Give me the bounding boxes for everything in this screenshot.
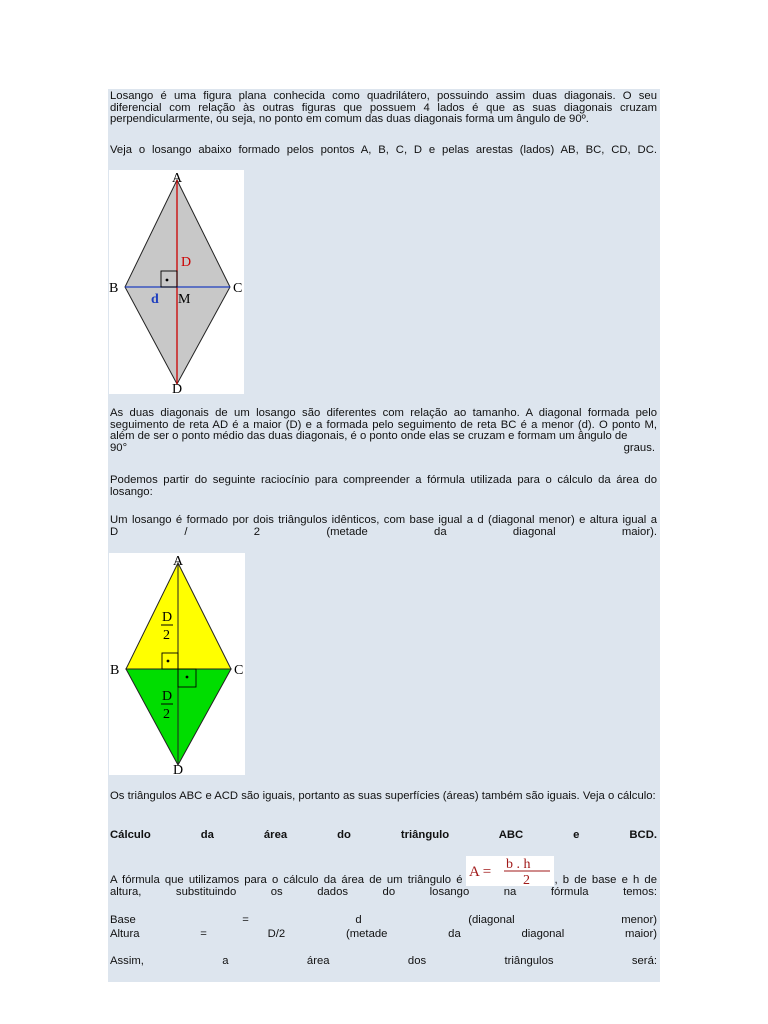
half-diagonal-numerator-top: D (162, 610, 173, 625)
half-diagonal-denominator-top: 2 (163, 628, 170, 643)
vertex-a-label: A (172, 171, 183, 186)
paragraph-diagonals: As duas diagonais de um losango são diferentes com relação ao tamanho. A diagonal formada pelo seguimento de reta AD é a maior (D) e a formada pelo seguimento de reta BC é a menor (d). O ponto M, além de ser o ponto médio das duas diagonais, é o ponto onde elas se cruzam e formam um ângulo de (110, 407, 657, 443)
vertex-d-label: D (173, 763, 184, 775)
vertex-a-label: A (173, 554, 184, 569)
graus-text: graus. (623, 442, 655, 454)
formula-numerator: b . h (506, 857, 531, 872)
paragraph-definition: Losango é uma figura plana conhecida como quadrilátero, possuindo assim duas diagonais. O seu diferencial com relação às outras figuras que possuem 4 lados é que as suas diagonais cruzam perpendicularmente, ou seja, no ponto em comum das duas diagonais forma um ângulo de 90º. (110, 90, 657, 126)
vertex-c-label: C (234, 663, 244, 678)
paragraph-substitution: altura, substituindo os dados do losango na fórmula temos: (110, 886, 657, 898)
base-definition-line: Base = d (diagonal menor) (110, 914, 657, 926)
half-diagonal-numerator-bottom: D (162, 689, 173, 704)
vertex-d-label: D (172, 382, 183, 394)
vertex-b-label: B (110, 663, 120, 678)
vertex-c-label: C (233, 281, 243, 296)
midpoint-m-label: M (178, 292, 191, 307)
rhombus-triangles-figure (109, 553, 245, 775)
major-diagonal-label: D (181, 255, 192, 270)
minor-diagonal-label: d (151, 292, 159, 307)
document-page (108, 89, 660, 982)
height-definition-line: Altura = D/2 (metade da diagonal maior) (110, 928, 657, 940)
rhombus-diagonals-figure (109, 170, 244, 394)
paragraph-area-result: Assim, a área dos triângulos será: (110, 955, 657, 967)
paragraph-equal-triangles: Os triângulos ABC e ACD são iguais, portanto as suas superfícies (áreas) também são iguais. Veja o cálculo: (110, 790, 656, 802)
paragraph-points: Veja o losango abaixo formado pelos pontos A, B, C, D e pelas arestas (lados) AB, BC, CD, DC. (110, 144, 657, 156)
formula-lhs: A = (469, 864, 492, 880)
paragraph-diagonals-end (110, 443, 657, 455)
paragraph-reasoning: Podemos partir do seguinte raciocínio para compreender a fórmula utilizada para o cálculo da área do losango: (110, 474, 657, 498)
formula-denominator: 2 (523, 873, 530, 886)
heading-area-calculation: Cálculo da área do triângulo ABC e BCD. (110, 829, 657, 841)
vertex-b-label: B (109, 281, 119, 296)
degrees-text: 90° (110, 442, 128, 454)
paragraph-triangle-formula: A fórmula que utilizamos para o cálculo da área de um triângulo é , b de base e h de (110, 874, 657, 886)
paragraph-two-triangles: Um losango é formado por dois triângulos idênticos, com base igual a d (diagonal menor) e altura igual a D / 2 (metade da diagonal maior). (110, 514, 657, 538)
half-diagonal-denominator-bottom: 2 (163, 707, 170, 722)
